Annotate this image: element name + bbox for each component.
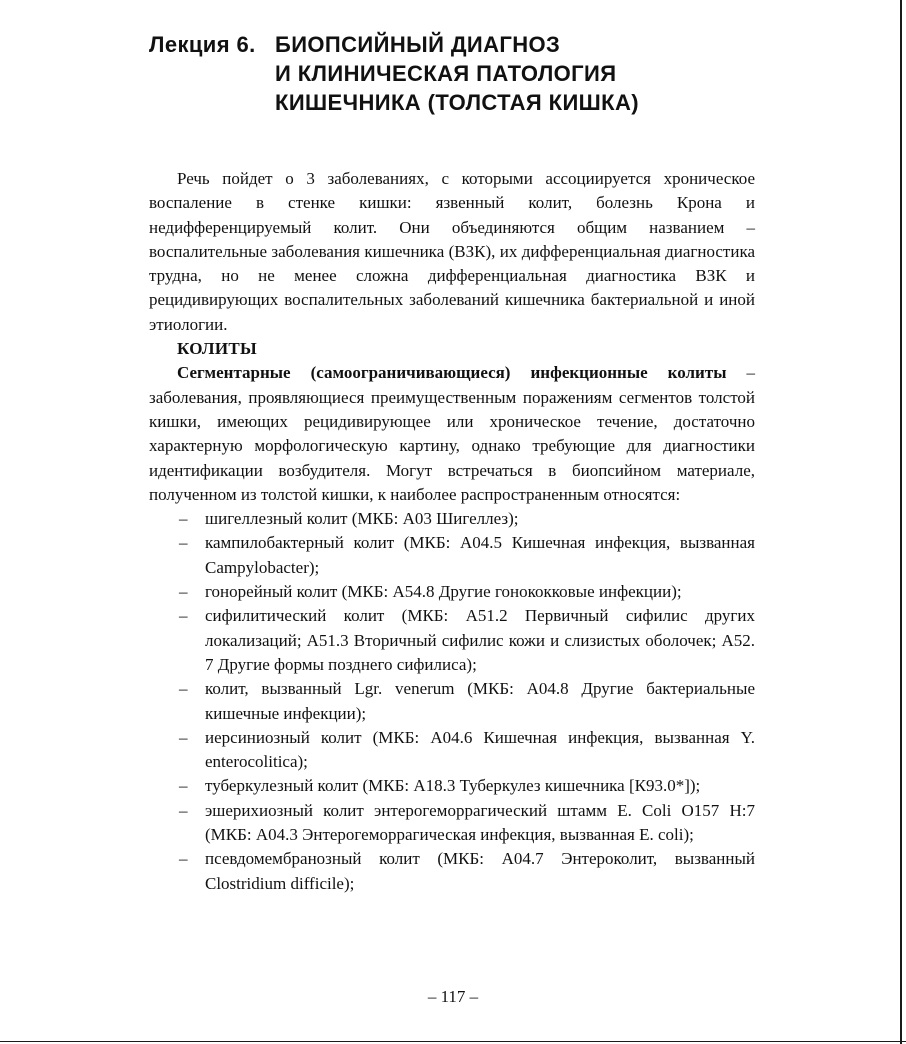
list-dash: – <box>179 533 188 553</box>
list-item-text: кампилобактерный колит (МКБ: А04.5 Кишечная инфекция, вызванная Campylobacter); <box>205 533 755 577</box>
lecture-title-line: БИОПСИЙНЫЙ ДИАГНОЗ <box>275 32 561 57</box>
list-item <box>149 847 755 896</box>
list-dash: – <box>179 509 188 529</box>
list-dash: – <box>179 776 188 796</box>
list-item <box>149 531 755 580</box>
list-item <box>149 604 755 677</box>
list-item <box>149 507 755 531</box>
list-item-text: гонорейный колит (МКБ: А54.8 Другие гонококковые инфекции); <box>205 582 682 602</box>
list-item-text: эшерихиозный колит энтерогеморрагический штамм E. Coli O157 H:7 (МКБ: А04.3 Энтерогеморрагическая инфекция, вызванная E. coli); <box>205 800 755 845</box>
list-dash: – <box>179 679 188 699</box>
definition-text: – заболевания, проявляющиеся преимущественным поражениям сегментов толстой кишки, имеющих рецидивирующее или хроническое течение, достаточно характерную морфологическую картину, однако требующие для диагностики идентификации возбудителя. Могут встречаться в биопсийном материале, полученном из толстой кишки, к наиболее распространенным относятся: <box>149 363 755 504</box>
lecture-title-line: И КЛИНИЧЕСКАЯ ПАТОЛОГИЯ <box>275 61 617 86</box>
list-dash: – <box>179 582 188 602</box>
list-dash: – <box>179 800 188 820</box>
page-edge-right <box>900 0 902 1044</box>
disease-list <box>149 507 755 896</box>
list-dash: – <box>179 606 188 626</box>
list-item-text: шигеллезный колит (МКБ: А03 Шигеллез); <box>205 509 519 529</box>
lecture-title-line: КИШЕЧНИКА (ТОЛСТАЯ КИШКА) <box>275 90 640 115</box>
list-item <box>149 799 755 848</box>
list-item <box>149 580 755 604</box>
list-item-text: колит, вызванный Lgr. venerum (МКБ: А04.8 Другие бактериальные кишечные инфекции); <box>205 679 755 723</box>
definition-paragraph <box>149 361 755 507</box>
list-item-text: туберкулезный колит (МКБ: А18.3 Туберкулез кишечника [К93.0*]); <box>205 776 701 796</box>
page-number: – 117 – <box>427 987 479 1006</box>
page-body <box>149 167 755 896</box>
page-edge-bottom <box>0 1041 906 1042</box>
list-item <box>149 774 755 798</box>
lecture-title <box>275 30 639 117</box>
list-item-text: сифилитический колит (МКБ: А51.2 Первичный сифилис других локализаций; А51.3 Вторичный сифилис кожи и слизистых оболочек; А52. 7 Другие формы позднего сифилиса); <box>205 606 755 674</box>
list-item-text: иерсиниозный колит (МКБ: А04.6 Кишечная инфекция, вызванная Y. enterocolitica); <box>205 727 755 772</box>
list-item <box>149 726 755 775</box>
definition-term: Сегментарные (самоограничивающиеся) инфекционные колиты <box>177 363 727 383</box>
list-item <box>149 677 755 726</box>
list-item-text: псевдомембранозный колит (МКБ: А04.7 Энтероколит, вызванный Clostridium difficile); <box>205 849 755 893</box>
section-heading: КОЛИТЫ <box>177 339 258 359</box>
list-dash: – <box>179 849 188 869</box>
intro-paragraph: Речь пойдет о 3 заболеваниях, с которыми ассоциируется хроническое воспаление в стенке кишки: язвенный колит, болезнь Крона и недифференцируемый колит. Они объединяются общим названием – воспалительные заболевания кишечника (ВЗК), их дифференциальная диагностика трудна, но не менее сложна дифференциальная диагностика ВЗК и рецидивирующих воспалительных заболеваний кишечника бактериальной и иной этиологии. <box>149 169 755 334</box>
list-dash: – <box>179 727 188 747</box>
lecture-number: Лекция 6. <box>149 32 256 57</box>
